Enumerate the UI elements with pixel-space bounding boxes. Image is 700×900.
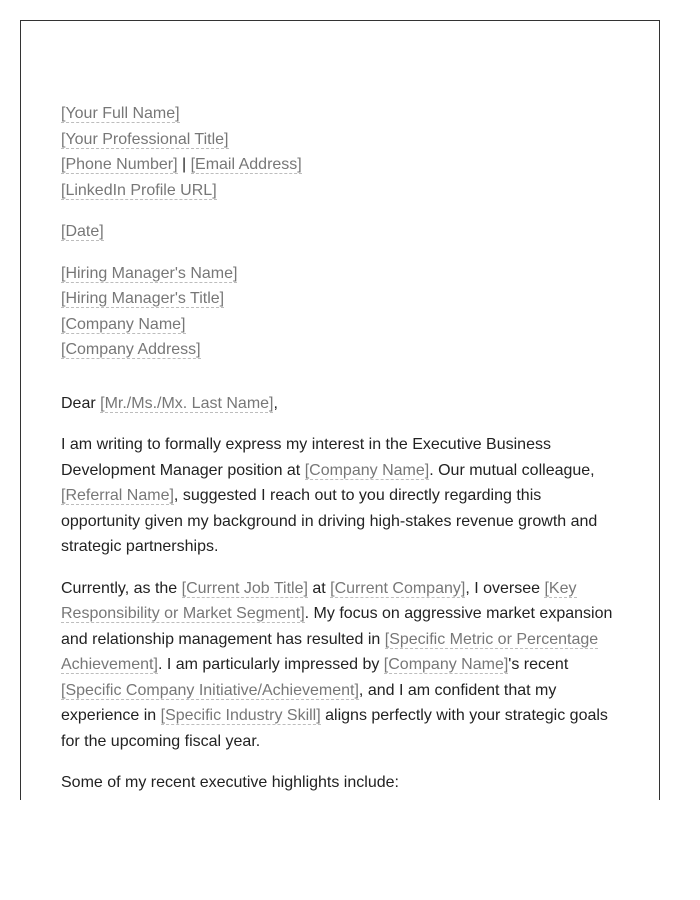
paragraph-text: . Our mutual colleague, (429, 461, 595, 479)
paragraph-text: . I am particularly impressed by (157, 656, 384, 673)
paragraph-text: at (307, 579, 331, 597)
paragraph-text: I am writing to formally express my interest in the Executive Business Development Manager position at (61, 436, 551, 479)
hiring-manager-title-placeholder[interactable]: [Hiring Manager's Title] (61, 290, 225, 307)
paragraph-text: , I oversee (465, 579, 545, 597)
paragraph-text: , and I am confident that my experience in (61, 681, 557, 724)
date-block (61, 219, 621, 245)
specific-metric-placeholder[interactable]: [Specific Metric or Percentage Achievement] (61, 630, 599, 673)
industry-skill-placeholder[interactable]: [Specific Industry Skill] (160, 707, 321, 724)
company-name-placeholder[interactable]: [Company Name] (304, 461, 430, 479)
current-job-title-placeholder[interactable]: [Current Job Title] (181, 579, 308, 597)
recipient-company-name-placeholder[interactable]: [Company Name] (61, 315, 186, 333)
company-initiative-placeholder[interactable]: [Specific Company Initiative/Achievement] (61, 681, 359, 699)
hiring-manager-name-placeholder[interactable]: [Hiring Manager's Name] (61, 264, 238, 282)
referral-name-placeholder[interactable]: [Referral Name] (61, 487, 174, 504)
document-page (20, 20, 660, 800)
sender-title-placeholder[interactable]: [Your Professional Title] (61, 130, 229, 148)
current-company-placeholder[interactable]: [Current Company] (330, 579, 466, 597)
company-name-placeholder[interactable]: [Company Name] (383, 656, 509, 673)
contact-separator: | (181, 156, 187, 173)
cover-letter-body (61, 101, 621, 796)
sender-block (61, 101, 621, 203)
paragraph-text: , suggested I reach out to you directly regarding this opportunity given my background in driving high-stakes revenue growth and strategic partnerships. (61, 487, 598, 555)
salutation-prefix: Dear (61, 394, 101, 412)
key-responsibility-placeholder[interactable]: [Key Responsibility or Market Segment] (61, 579, 577, 622)
sender-email-placeholder[interactable]: [Email Address] (190, 156, 302, 173)
recipient-company-address-placeholder[interactable]: [Company Address] (61, 341, 201, 358)
paragraph-intro (61, 432, 621, 560)
date-placeholder[interactable]: [Date] (61, 223, 104, 240)
paragraph-text: . My focus on aggressive market expansion and relationship management has resulted in (61, 605, 613, 648)
salutation-suffix: , (273, 394, 278, 412)
salutation (61, 391, 621, 417)
sender-full-name-placeholder[interactable]: [Your Full Name] (61, 105, 180, 122)
highlights-intro: Some of my recent executive highlights include: (61, 774, 399, 791)
paragraph-text: 's recent (508, 656, 569, 673)
salutation-name-placeholder[interactable]: [Mr./Ms./Mx. Last Name] (100, 394, 274, 412)
sender-linkedin-placeholder[interactable]: [LinkedIn Profile URL] (61, 181, 217, 199)
recipient-block (61, 261, 621, 363)
paragraph-text: aligns perfectly with your strategic goals for the upcoming fiscal year. (61, 707, 608, 750)
paragraph-experience (61, 576, 621, 755)
paragraph-text: Currently, as the (61, 579, 182, 597)
sender-phone-placeholder[interactable]: [Phone Number] (61, 156, 178, 173)
